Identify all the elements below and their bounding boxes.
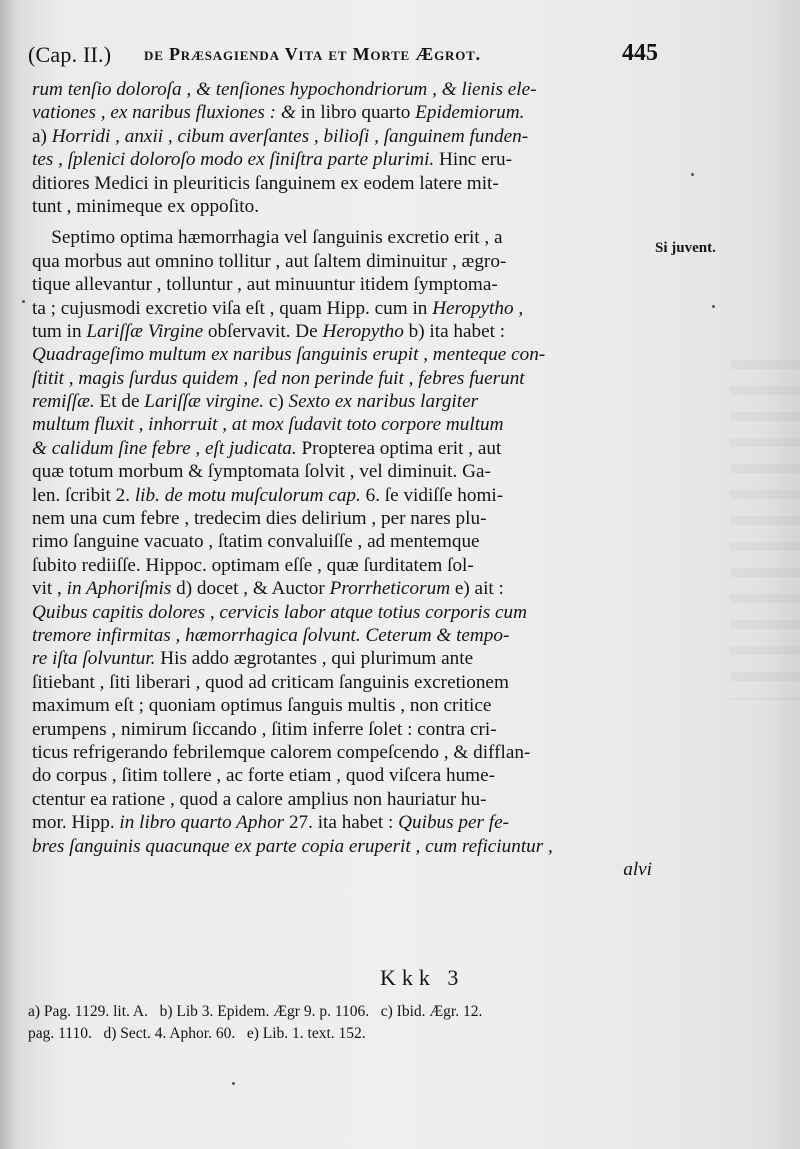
body-line	[32, 694, 652, 717]
body-italic-text: ſtitit , magis ſurdus quidem , ſed non perinde fuit , febres fuerunt	[32, 367, 525, 389]
body-text: len. ſcribit 2.	[32, 484, 135, 506]
body-text: ctentur ea ratione , quod a calore amplius non hauriatur hu-	[32, 788, 487, 810]
body-text: a)	[32, 125, 52, 147]
body-line	[32, 343, 652, 366]
body-italic-text: Quadrageſimo multum ex naribus ſanguinis erupit , menteque con-	[32, 344, 546, 366]
body-line	[32, 460, 652, 483]
body-text: Propterea optima erit , aut	[296, 437, 502, 459]
page-number: 445	[622, 40, 658, 66]
body-line	[32, 671, 652, 694]
body-line	[32, 101, 652, 124]
body-text: maximum eſt ; quoniam optimus ſanguis multis , non critice	[32, 695, 492, 717]
body-italic-text: tes , ſplenici doloroſo modo ex ſiniſtra parte plurimi.	[32, 149, 435, 171]
body-text: erumpens , nimirum ſiccando , ſitim inferre ſolet : contra cri-	[32, 718, 497, 740]
body-line	[32, 530, 652, 553]
body-text: c)	[264, 391, 289, 413]
body-italic-text: & calidum ſine febre , eſt judicata.	[32, 437, 297, 459]
chapter-reference: (Cap. II.)	[28, 42, 112, 67]
body-line	[32, 226, 652, 249]
footnotes	[28, 1001, 658, 1045]
body-line	[32, 647, 652, 670]
body-text	[32, 78, 652, 881]
signature-mark: Kkk 3	[380, 965, 465, 990]
body-line	[32, 718, 652, 741]
body-italic-text: lib. de motu muſculorum cap.	[134, 484, 361, 506]
body-text: 6. ſe vidiſſe homi-	[360, 484, 504, 506]
body-text: in libro quarto	[300, 102, 416, 124]
ink-speck	[691, 173, 694, 176]
body-line	[32, 367, 652, 390]
body-italic-text: Heropytho	[322, 320, 404, 342]
body-line	[32, 78, 652, 101]
body-line	[32, 741, 652, 764]
body-italic-text: bres ſanguinis quacunque ex parte copia eruperit , cum reficiuntur ,	[32, 835, 553, 857]
body-text: Hinc eru-	[434, 149, 512, 171]
body-line	[32, 297, 652, 320]
ink-speck	[22, 300, 25, 303]
body-line	[32, 390, 652, 413]
footnote-text: a) Pag. 1129. lit. A. b) Lib 3. Epidem. Ægr 9. p. 1106. c) Ibid. Ægr. 12.	[28, 1003, 483, 1020]
body-line	[32, 273, 652, 296]
body-text: tunt , minimeque ex oppoſito.	[32, 195, 260, 217]
body-italic-text: Heropytho ,	[432, 297, 524, 319]
body-text: mor. Hipp.	[32, 812, 120, 834]
body-line	[32, 624, 652, 647]
body-italic-text: Quibus per fe-	[398, 812, 510, 834]
body-text: tique allevantur , tolluntur , aut minuuntur itidem ſymptoma-	[32, 274, 498, 296]
body-italic-text: multum fluxit , inhorruit , at mox ſudavit toto corpore multum	[32, 414, 504, 436]
body-italic-text: Prorrheticorum	[329, 578, 451, 600]
body-text: Et de	[94, 391, 145, 413]
body-italic-text: Sexto ex naribus largiter	[288, 391, 479, 413]
body-text: ticus refrigerando febrilemque calorem compeſcendo , & difflan-	[32, 741, 531, 763]
ink-speck	[712, 305, 715, 308]
body-text: obſervavit. De	[203, 320, 323, 342]
body-line	[32, 507, 652, 530]
footnote-line	[28, 1001, 658, 1023]
body-text: ta ; cujusmodi excretio viſa eſt , quam Hipp. cum in	[32, 297, 433, 319]
body-text: 27. ita habet :	[284, 812, 399, 834]
body-line	[32, 835, 652, 858]
body-italic-text: Horridi , anxii , cibum averſantes , bilioſi , ſanguinem funden-	[51, 125, 529, 147]
footnote-line	[28, 1023, 658, 1045]
body-line	[32, 577, 652, 600]
footnote-text: pag. 1110. d) Sect. 4. Aphor. 60. e) Lib. 1. text. 152.	[28, 1025, 366, 1042]
body-italic-text: Epidemiorum.	[415, 102, 525, 124]
paragraph-gap	[32, 218, 652, 226]
body-italic-text: alvi	[623, 858, 652, 880]
body-italic-text: vationes , ex naribus fluxiones : &	[32, 102, 301, 124]
body-text: e) ait :	[450, 578, 504, 600]
body-text: ditiores Medici in pleuriticis ſanguinem ex eodem latere mit-	[32, 172, 499, 194]
body-line	[32, 858, 652, 881]
body-text: do corpus , ſitim tollere , ac forte etiam , quod viſcera hume-	[32, 765, 496, 787]
body-text: ſitiebant , ſiti liberari , quod ad criticam ſanguinis excretionem	[32, 671, 509, 693]
body-italic-text: re iſta ſolvuntur.	[32, 648, 156, 670]
body-italic-text: Lariſſæ Virgine	[86, 320, 204, 342]
body-italic-text: in libro quarto Aphor	[119, 812, 285, 834]
body-italic-text: remiſſæ.	[32, 391, 95, 413]
body-italic-text: rum tenſio doloroſa , & tenſiones hypochondriorum , & lienis ele-	[32, 79, 537, 100]
body-italic-text: Quibus capitis dolores , cervicis labor atque totius corporis cum	[32, 601, 527, 623]
body-line	[32, 320, 652, 343]
body-line	[32, 484, 652, 507]
body-text: qua morbus aut omnino tollitur , aut ſaltem diminuitur , ægro-	[32, 250, 507, 272]
body-line	[32, 811, 652, 834]
margin-note: Si juvent.	[655, 240, 716, 256]
body-line	[32, 250, 652, 273]
body-line	[32, 195, 652, 218]
body-text: Septimo optima hæmorrhagia vel ſanguinis excretio erit , a	[32, 227, 503, 249]
ink-speck	[232, 1082, 235, 1085]
body-line	[32, 788, 652, 811]
body-line	[32, 554, 652, 577]
running-title: de Præsagienda Vita et Morte Ægrot.	[144, 44, 481, 64]
body-line	[32, 437, 652, 460]
body-italic-text: Lariſſæ virgine.	[144, 391, 265, 413]
body-text: quæ totum morbum & ſymptomata ſolvit , vel diminuit. Ga-	[32, 461, 491, 483]
body-line	[32, 764, 652, 787]
show-through-bleed	[730, 360, 800, 700]
body-line	[32, 413, 652, 436]
body-text: His addo ægrotantes , qui plurimum ante	[155, 648, 474, 670]
body-text: tum in	[32, 320, 87, 342]
body-text: rimo ſanguine vacuato , ſtatim convaluiſſe , ad mentemque	[32, 531, 480, 553]
page-header	[28, 38, 658, 78]
body-line	[32, 148, 652, 171]
body-italic-text: in Aphoriſmis	[66, 578, 172, 600]
body-line	[32, 601, 652, 624]
body-text: vit ,	[32, 578, 67, 600]
body-text: d) docet , & Auctor	[171, 578, 330, 600]
body-text: nem una cum febre , tredecim dies delirium , per nares plu-	[32, 508, 487, 530]
body-line	[32, 125, 652, 148]
body-text: b) ita habet :	[403, 320, 506, 342]
body-italic-text: tremore infirmitas , hæmorrhagica ſolvunt. Ceterum & tempo-	[32, 624, 510, 646]
body-line	[32, 172, 652, 195]
body-text: ſubito rediiſſe. Hippoc. optimam eſſe , quæ ſurditatem ſol-	[32, 554, 474, 576]
